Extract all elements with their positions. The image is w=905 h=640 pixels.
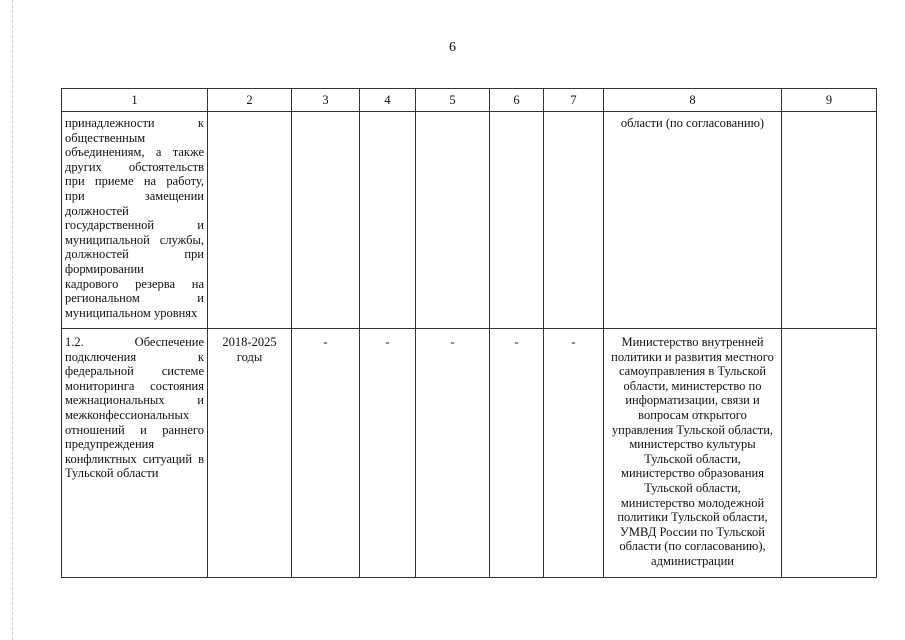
value-cell xyxy=(416,112,490,329)
binding-margin-marks xyxy=(12,0,17,640)
table-row xyxy=(62,329,877,578)
column-number: 1 xyxy=(62,89,208,112)
measure-name-line: при приеме на работу, xyxy=(65,174,204,189)
measure-name-line: федеральной системе xyxy=(65,364,204,379)
measure-name-line: объединениям, а также xyxy=(65,145,204,160)
measure-name-line: при замещении xyxy=(65,188,204,203)
measure-name-line: конфликтных ситуаций в xyxy=(65,451,204,466)
measures-table xyxy=(61,88,877,578)
measure-name-line: кадрового резерва на xyxy=(65,276,204,291)
measure-name-line: общественным xyxy=(65,130,146,145)
column-number: 3 xyxy=(292,89,360,112)
column-number: 7 xyxy=(544,89,604,112)
column-number-row xyxy=(62,89,877,112)
column-number: 8 xyxy=(604,89,782,112)
measure-name-line: других обстоятельств xyxy=(65,159,204,174)
measure-name-cell xyxy=(62,112,208,329)
measure-name-cell xyxy=(62,329,208,578)
value-cell xyxy=(490,112,544,329)
measure-name-line: муниципальном уровнях xyxy=(65,305,198,320)
page-number: 6 xyxy=(449,40,456,55)
measure-name-line: муниципальной службы, xyxy=(65,232,204,247)
value-cell: - xyxy=(490,329,544,578)
executor-cell: области (по согласованию) xyxy=(604,112,782,329)
measure-name-line: региональном и xyxy=(65,291,204,306)
column-number: 5 xyxy=(416,89,490,112)
value-cell: - xyxy=(544,329,604,578)
measure-name-line: отношений и раннего xyxy=(65,422,204,437)
column-number: 6 xyxy=(490,89,544,112)
measure-name-line: Тульской области xyxy=(65,466,159,481)
column-number: 9 xyxy=(782,89,877,112)
value-cell: - xyxy=(292,329,360,578)
measure-name-line: должностей xyxy=(65,203,129,218)
result-cell xyxy=(782,329,877,578)
value-cell: - xyxy=(360,329,416,578)
measure-name-line: 1.2. Обеспечение xyxy=(65,335,204,349)
column-number: 2 xyxy=(208,89,292,112)
measure-name-line: межнациональных и xyxy=(65,393,204,408)
measure-name-line: формировании xyxy=(65,261,144,276)
measure-name-line: межконфессиональных xyxy=(65,407,190,422)
executor-cell: Министерство внутренней политики и развития местного самоуправления в Тульской области, министерство по информатизации, связи и вопросам открытого управления Тульской области, министерство культуры Тульской области, министерство образования Тульской области, министерство молодежной политики Тульской области, УМВД России по Тульской области (по согласованию), администрации xyxy=(604,329,782,578)
measure-name-line: принадлежности к xyxy=(65,116,204,130)
column-number: 4 xyxy=(360,89,416,112)
measure-name-line: государственной и xyxy=(65,218,204,233)
measure-name-line: подключения к xyxy=(65,349,204,364)
measure-name-line: должностей при xyxy=(65,247,204,262)
period-cell: 2018-2025 годы xyxy=(208,329,292,578)
measure-name-line: мониторинга состояния xyxy=(65,378,204,393)
value-cell: - xyxy=(416,329,490,578)
value-cell xyxy=(360,112,416,329)
measure-name-line: предупреждения xyxy=(65,437,155,452)
value-cell xyxy=(544,112,604,329)
value-cell xyxy=(292,112,360,329)
period-cell xyxy=(208,112,292,329)
table-row xyxy=(62,112,877,329)
result-cell xyxy=(782,112,877,329)
